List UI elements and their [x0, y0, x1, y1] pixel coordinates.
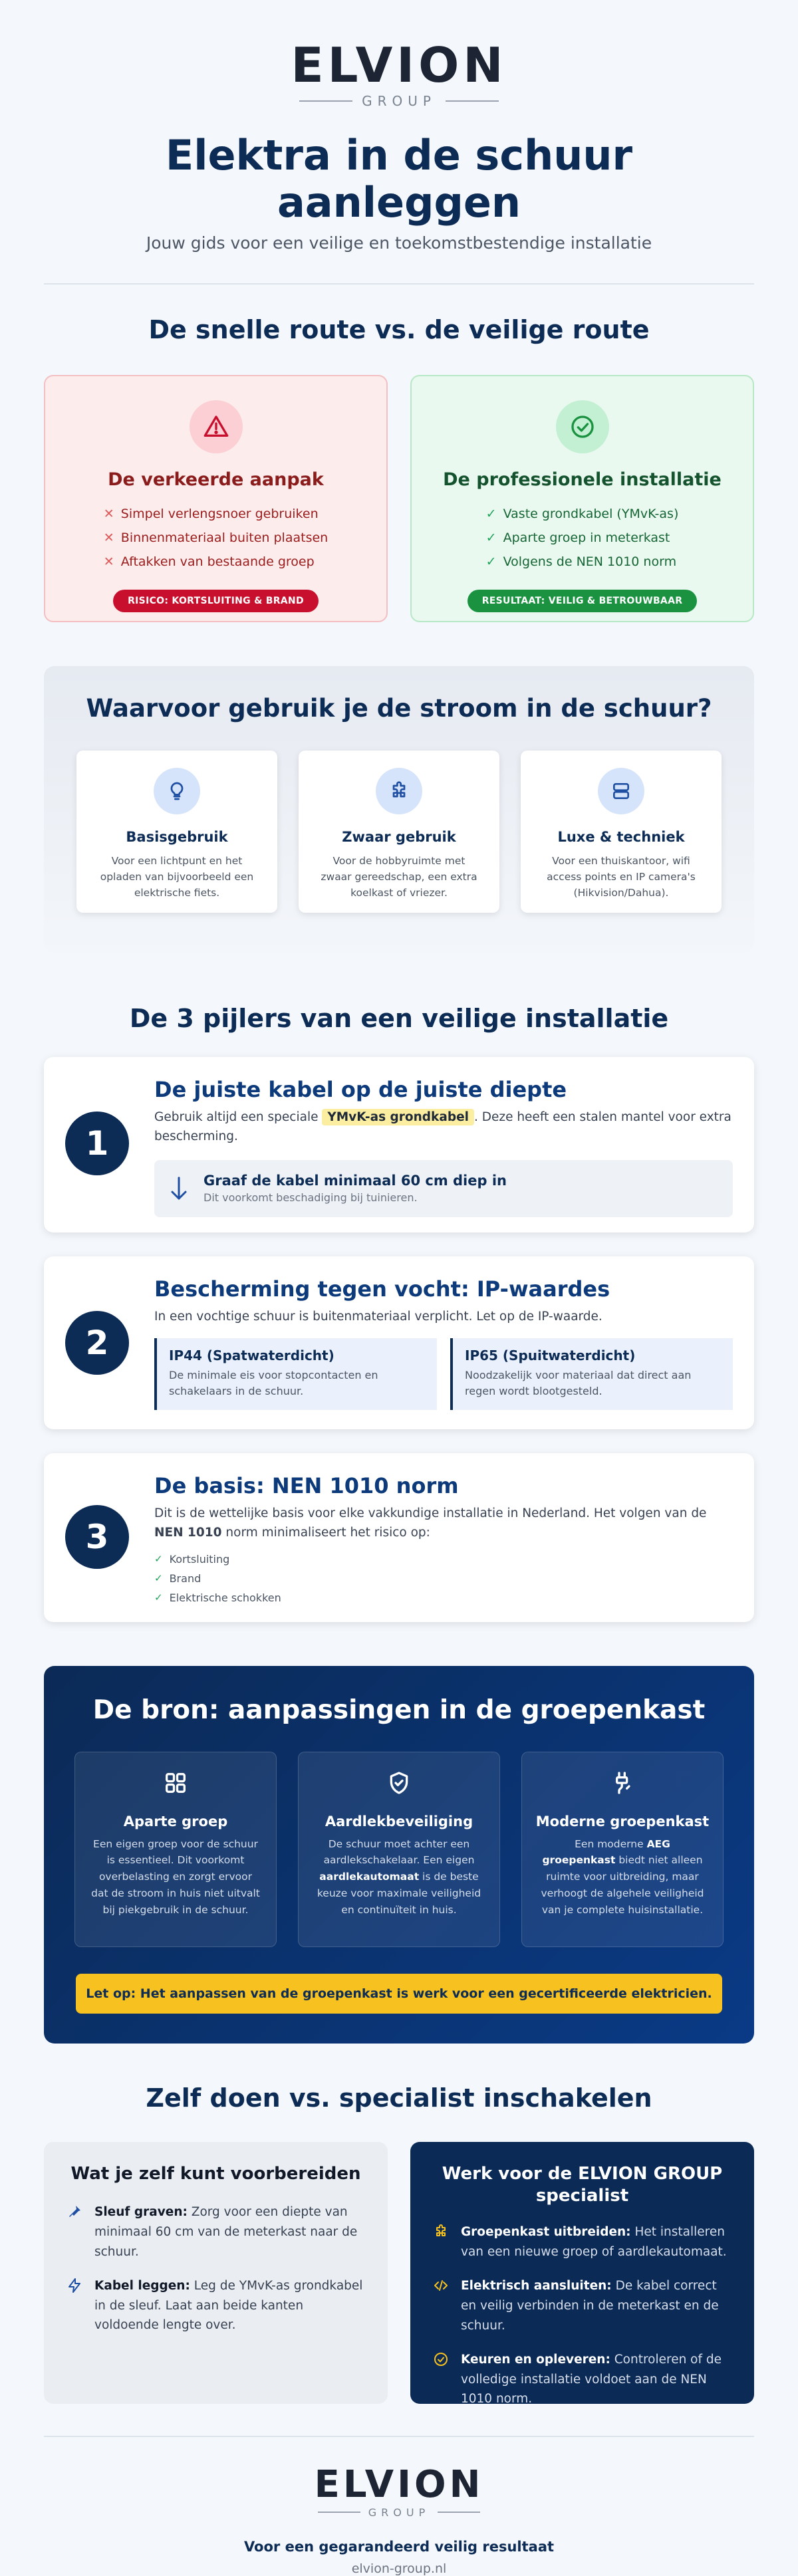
list-item [104, 502, 328, 526]
specialist-item [433, 2350, 732, 2409]
usage-card-title: Zwaar gebruik [342, 828, 456, 845]
pillar-number: 1 [65, 1112, 129, 1175]
bad-approach-card [44, 375, 388, 622]
brand-sub: GROUP [362, 93, 436, 109]
usage-card-title: Basisgebruik [126, 828, 228, 845]
page-subtitle: Jouw gids voor een veilige en toekomstbestendige installatie [146, 233, 652, 253]
list-item-text: Aparte groep in meterkast [503, 530, 670, 545]
specialist-item-text [461, 2276, 732, 2335]
specialist-item [433, 2276, 732, 2335]
pillar-text [154, 1504, 733, 1543]
pillar-text-end: . Deze heeft een stalen mantel voor extra bescherming. [154, 1110, 732, 1144]
warning-tip: Let op: Het aanpassen van de groepenkast is werk voor een gecertificeerde elektricien. [76, 1974, 722, 2014]
pillar-text-start: Gebruik altijd een speciale [154, 1110, 323, 1124]
card-text-bold: aardlekautomaat [319, 1871, 420, 1883]
ip-title: IP65 (Spuitwaterdicht) [465, 1347, 636, 1364]
bad-approach-list [104, 502, 328, 574]
footer-url[interactable]: elvion-group.nl [351, 2561, 447, 2576]
bad-approach-title: De verkeerde aanpak [108, 469, 324, 490]
puzzle-icon [376, 768, 422, 814]
check-circle-icon [433, 2350, 450, 2409]
pillar-2 [44, 1256, 754, 1429]
diy-title: Zelf doen vs. specialist inschakelen [146, 2083, 652, 2113]
usage-card-luxury [521, 751, 722, 913]
specialist-item-bold: Groepenkast uitbreiden: [461, 2225, 631, 2240]
cross-icon: ✕ [103, 554, 114, 569]
usage-card-text: Voor een lichtpunt en het opladen van bijvoorbeeld een elektrische fiets. [100, 854, 254, 899]
card-aparte-groep [74, 1752, 277, 1947]
usage-card-text: Voor de hobbyruimte met zwaar gereedschap, een extra koelkast of vriezer. [321, 854, 477, 899]
diy-section [44, 2142, 754, 2404]
check-icon: ✓ [485, 530, 497, 545]
list-item [104, 550, 328, 574]
compare-section [44, 375, 754, 622]
divider [44, 283, 754, 285]
grid-icon [162, 1770, 189, 1796]
diy-card-title: Wat je zelf kunt voorbereiden [70, 2163, 361, 2184]
pillars-title: De 3 pijlers van een veilige installatie [129, 1003, 669, 1033]
page-title: Elektra in de schuur aanleggen [165, 131, 633, 227]
pillar-body [154, 1077, 733, 1232]
pillar-1 [44, 1057, 754, 1232]
usage-card-heavy [299, 751, 499, 913]
specialist-item-desc: Het installeren van een nieuwe groep of aardlekautomaat. [461, 2225, 727, 2259]
lightbulb-icon [154, 768, 200, 814]
pillar-title: De juiste kabel op de juiste diepte [154, 1076, 567, 1102]
list-item [154, 1550, 733, 1569]
pillar-title: Bescherming tegen vocht: IP-waardes [154, 1276, 610, 1302]
diy-item [66, 2202, 365, 2262]
pillar-number: 2 [65, 1311, 129, 1375]
pillar-3 [44, 1453, 754, 1622]
diy-item-text [94, 2202, 365, 2262]
footer-brand-sub: GROUP [368, 2506, 430, 2519]
check-icon: ✓ [154, 1591, 163, 1603]
card-text-start: De schuur moet achter een aardlekschakelaar. Een eigen [323, 1837, 475, 1867]
code-icon [433, 2276, 450, 2335]
list-item-text: Elektrische schokken [169, 1591, 281, 1604]
check-icon: ✓ [154, 1572, 163, 1584]
check-icon: ✓ [485, 554, 497, 569]
specialist-item [433, 2222, 732, 2262]
diy-item [66, 2276, 365, 2335]
card-text-bold: AEG groepenkast [542, 1837, 670, 1867]
warning-triangle-icon [190, 400, 243, 453]
list-item [104, 526, 328, 550]
list-item-text: Simpel verlengsnoer gebruiken [120, 506, 319, 521]
logo-divider [299, 100, 352, 102]
ip-text: De minimale eis voor stopcontacten en schakelaars in de schuur. [169, 1369, 378, 1398]
list-item [486, 550, 679, 574]
cross-icon: ✕ [103, 530, 114, 545]
usage-card-basic [76, 751, 277, 913]
specialist-item-desc: De kabel correct en veilig verbinden in de meterkast en de schuur. [461, 2279, 719, 2333]
dig-depth-title: Graaf de kabel minimaal 60 cm diep in [203, 1173, 507, 1189]
card-title: Aardlekbeveiliging [325, 1813, 473, 1829]
card-text [315, 1836, 483, 1919]
usage-card-text: Voor een thuiskantoor, wifi access points en IP camera's (Hikvision/Dahua). [547, 854, 696, 899]
check-icon: ✓ [154, 1552, 163, 1565]
risk-list [154, 1550, 733, 1607]
nen-norm-bold: NEN 1010 [154, 1526, 222, 1540]
list-item [154, 1588, 733, 1607]
specialist-item-text [461, 2350, 732, 2409]
logo-divider [438, 2512, 480, 2513]
risk-badge: RISICO: KORTSLUITING & BRAND [113, 590, 319, 612]
pillar-body [154, 1473, 733, 1622]
brand-logo: ELVION [291, 37, 507, 93]
list-item [486, 526, 679, 550]
groepenkast-title: De bron: aanpassingen in de groepenkast [92, 1695, 706, 1725]
shovel-icon [66, 2202, 84, 2262]
pillar-body [154, 1276, 733, 1429]
groepenkast-section [44, 1666, 754, 2044]
specialist-item-bold: Elektrisch aansluiten: [461, 2279, 612, 2293]
header [44, 0, 754, 253]
good-approach-title: De professionele installatie [443, 469, 722, 490]
card-title: Moderne groepenkast [535, 1813, 710, 1829]
diy-item-desc: Zorg voor een diepte van minimaal 60 cm van de meterkast naar de schuur. [94, 2205, 358, 2259]
result-badge: RESULTAAT: VEILIG & BETROUWBAAR [467, 590, 698, 612]
list-item-text: Volgens de NEN 1010 norm [503, 554, 677, 569]
cable-icon [609, 1770, 636, 1796]
logo-divider [318, 2512, 360, 2513]
groepenkast-cards [44, 1752, 754, 1947]
dig-depth-sub: Dit voorkomt beschadiging bij tuinieren. [203, 1191, 418, 1205]
puzzle-icon [433, 2222, 450, 2262]
pillar-text-start: Dit is de wettelijke basis voor elke vakkundige installatie in Nederland. Het volgen van de [154, 1506, 707, 1520]
ip-title: IP44 (Spatwaterdicht) [169, 1347, 334, 1364]
cross-icon: ✕ [103, 506, 114, 521]
footer [44, 2437, 754, 2576]
list-item-text: Binnenmateriaal buiten plaatsen [120, 530, 329, 545]
card-text-end: is de beste keuze voor maximale veiligheid en continuïteit in huis. [317, 1871, 481, 1916]
diy-item-bold: Sleuf graven: [94, 2205, 188, 2220]
server-icon [598, 768, 644, 814]
list-item-text: Brand [169, 1572, 201, 1585]
lightning-icon [66, 2276, 84, 2335]
check-circle-icon [556, 400, 609, 453]
list-item [154, 1569, 733, 1588]
pillar-text: In een vochtige schuur is buitenmateriaal verplicht. Let op de IP-waarde. [154, 1309, 602, 1324]
diy-card [44, 2142, 388, 2404]
diy-item-text [94, 2276, 365, 2335]
shield-check-icon [386, 1770, 412, 1796]
usage-title: Waarvoor gebruik je de stroom in de schuur? [86, 693, 712, 723]
usage-card-title: Luxe & techniek [557, 828, 685, 845]
ip44-box [154, 1338, 437, 1410]
specialist-card-title: Werk voor de ELVION GROUP specialist [442, 2163, 723, 2206]
footer-tagline: Voor een gegarandeerd veilig resultaat [243, 2538, 555, 2555]
card-text [538, 1836, 707, 1919]
card-text: Een eigen groep voor de schuur is essentieel. Dit voorkomt overbelasting en zorgt ervoor dat de stroom in huis niet uitvalt bij piekgebruik in de schuur. [91, 1837, 260, 1916]
card-text-end: biedt niet alleen ruimte voor uitbreiding, maar verhoogt de algehele veiligheid van je complete huisinstallatie. [541, 1854, 704, 1916]
arrow-down-icon [169, 1175, 189, 1202]
good-approach-list [486, 502, 679, 574]
ip-text: Noodzakelijk voor materiaal dat direct aan regen wordt blootgesteld. [465, 1369, 692, 1398]
usage-section [44, 666, 754, 953]
list-item-text: Kortsluiting [169, 1552, 230, 1566]
footer-logo: ELVION [314, 2462, 484, 2506]
dig-depth-box [154, 1160, 733, 1217]
pillar-title: De basis: NEN 1010 norm [154, 1472, 459, 1498]
brand-subline [44, 93, 754, 109]
pillar-text-end: norm minimaliseert het risico op: [221, 1526, 430, 1540]
compare-title: De snelle route vs. de veilige route [148, 314, 650, 344]
usage-cards [44, 751, 754, 913]
pillar-number: 3 [65, 1505, 129, 1569]
ip65-box [450, 1338, 733, 1410]
list-item [486, 502, 679, 526]
card-text-start: Een moderne [575, 1837, 647, 1850]
footer-brand-subline [44, 2506, 754, 2519]
logo-divider [446, 100, 499, 102]
card-groepenkast [521, 1752, 724, 1947]
good-approach-card [410, 375, 754, 622]
specialist-item-bold: Keuren en opleveren: [461, 2353, 610, 2367]
specialist-item-desc: Controleren of de volledige installatie voldoet aan de NEN 1010 norm. [461, 2353, 722, 2406]
cable-highlight: YMvK-as grondkabel [322, 1109, 474, 1125]
diy-item-bold: Kabel leggen: [94, 2279, 190, 2293]
specialist-card [410, 2142, 754, 2404]
list-item-text: Vaste grondkabel (YMvK-as) [503, 506, 679, 521]
card-title: Aparte groep [123, 1813, 228, 1829]
specialist-item-text [461, 2222, 732, 2262]
list-item-text: Aftakken van bestaande groep [120, 554, 315, 569]
card-aardlek [298, 1752, 500, 1947]
diy-item-desc: Leg de YMvK-as grondkabel in de sleuf. Laat aan beide kanten voldoende lengte over. [94, 2279, 363, 2333]
pillar-text [154, 1108, 733, 1147]
check-icon: ✓ [485, 506, 497, 521]
ip-ratings [154, 1338, 733, 1410]
